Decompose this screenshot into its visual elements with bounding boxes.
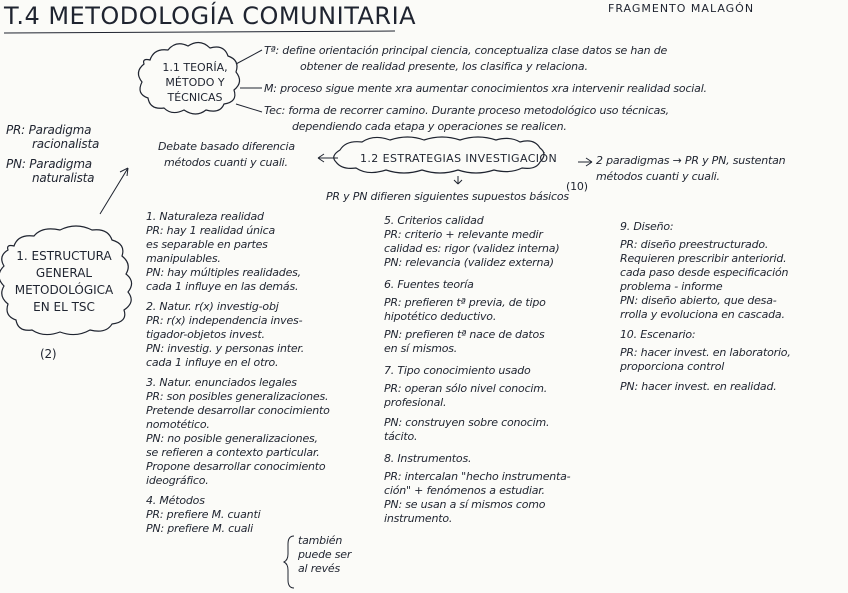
col2-line: PR: criterio + relevante medir [384,228,543,241]
cloud-teoria-line: TÉCNICAS [167,91,223,104]
differ-line: PR y PN difieren siguientes supuestos básicos [326,190,569,203]
def-metodo-line: M: proceso sigue mente xra aumentar conocimientos xra intervenir realidad social. [264,82,707,95]
legend-pr-line2: racionalista [32,137,100,151]
col3-line: PR: hacer invest. en laboratorio, [620,346,791,359]
bracket-note-line: puede ser [298,548,352,561]
col1-line: Pretende desarrollar conocimiento [146,404,330,417]
cloud-estrategias-label: 1.2 ESTRATEGIAS INVESTIGACIÓN [360,152,558,165]
bracket-note-line: también [298,534,343,547]
author-label: FRAGMENTO MALAGÓN [608,2,755,15]
col1-line: ideográfico. [146,474,209,487]
cloud-estructura [4,248,124,316]
col1-line: PR: r(x) independencia inves- [146,314,303,327]
col1-line: Propone desarrollar conocimiento [146,460,326,473]
column-2 [384,214,570,526]
col3-line: cada paso desde especificación [620,266,789,279]
col1-line: nomotético. [146,418,210,431]
col2-line: profesional. [384,396,447,409]
cloud-estructura-line: GENERAL [35,266,93,280]
debate-line2: métodos cuanti y cuali. [164,156,288,169]
bracket-metodos [284,536,294,588]
col1-line: PR: hay 1 realidad única [146,224,276,237]
col3-line: PN: hacer invest. en realidad. [620,380,777,393]
col2-line: PR: intercalan "hecho instrumenta- [384,470,571,483]
cloud-teoria-line: 1.1 TEORÍA, [162,61,228,74]
col1-line: PR: son posibles generalizaciones. [146,390,329,403]
col3-line: Requieren prescribir anteriorid. [620,252,787,265]
col1-line: 1. Naturaleza realidad [146,210,264,223]
two-paradigms-line1: 2 paradigmas → PR y PN, sustentan [596,154,786,167]
arrow-diagonal [100,168,128,214]
arrow-to-t [236,50,262,64]
col2-line: PR: prefieren tª previa, de tipo [384,296,546,309]
col1-line: 4. Métodos [146,494,205,507]
def-teoria-line2: obtener de realidad presente, los clasifica y relaciona. [300,60,588,73]
col3-line: PR: diseño preestructurado. [620,238,769,251]
col3-line: rrolla y evoluciona en cascada. [620,308,785,321]
col1-line: se refieren a contexto particular. [146,446,320,459]
col3-line: problema - informe [620,280,723,293]
legend-pn-line1: PN: Paradigma [6,157,92,171]
title-underline [4,31,395,33]
col1-line: PN: hay múltiples realidades, [146,266,301,279]
arrow-down-differ [454,176,462,184]
col3-line: PN: diseño abierto, que desa- [620,294,777,307]
col2-line: calidad es: rigor (validez interna) [384,242,560,255]
col1-line: PN: investig. y personas inter. [146,342,305,355]
cloud-estructura-count: (2) [40,347,57,361]
bracket-note-line: al revés [298,562,340,575]
arrow-to-paradigmas [578,158,592,166]
col1-line: tigador-objetos invest. [146,328,265,341]
col2-line: PN: construyen sobre conocim. [384,416,550,429]
col1-line: manipulables. [146,252,221,265]
cloud-teoria [152,60,238,105]
column-1 [146,210,330,536]
col1-line: 3. Natur. enunciados legales [146,376,297,389]
col2-line: hipotético deductivo. [384,310,497,323]
def-tecnica-line2: dependiendo cada etapa y operaciones se realicen. [292,120,567,133]
cloud-teoria-line: MÉTODO Y [165,76,225,89]
col2-line: 5. Criterios calidad [384,214,484,227]
legend-pr-line1: PR: Paradigma [6,123,92,137]
two-paradigms-line2: métodos cuanti y cuali. [596,170,720,183]
def-teoria-line1: Tª: define orientación principal ciencia, conceptualiza clase datos se han de [264,44,668,57]
col2-line: 7. Tipo conocimiento usado [384,364,531,377]
col1-line: es separable en partes [146,238,268,251]
page-title: T.4 METODOLOGÍA COMUNITARIA [4,2,417,30]
legend-pn-line2: naturalista [32,171,95,185]
def-tecnica-line1: Tec: forma de recorrer camino. Durante proceso metodológico uso técnicas, [264,104,669,117]
col2-line: PR: operan sólo nivel conocim. [384,382,548,395]
bracket-note [298,534,351,576]
col1-line: cada 1 influye en las demás. [146,280,299,293]
col2-line: en sí mismos. [384,342,458,355]
col2-line: 6. Fuentes teoría [384,278,474,291]
cloud-estrategias-count: (10) [566,180,588,193]
col3-line: 10. Escenario: [620,328,696,341]
col1-line: PN: prefiere M. cuali [146,522,253,535]
debate-line1: Debate basado diferencia [158,140,295,153]
col3-line: 9. Diseño: [620,220,674,233]
cloud-estructura-line: METODOLÓGICA [14,283,114,297]
cloud-estructura-line: 1. ESTRUCTURA [16,249,112,263]
col1-line: PN: no posible generalizaciones, [146,432,318,445]
col2-line: ción" + fenómenos a estudiar. [384,484,545,497]
col1-line: PR: prefiere M. cuanti [146,508,261,521]
cloud-estructura-line: EN EL TSC [33,300,95,314]
col2-line: 8. Instrumentos. [384,452,472,465]
col3-line: proporciona control [620,360,725,373]
col2-line: PN: se usan a sí mismos como [384,498,546,511]
col2-line: PN: relevancia (validez externa) [384,256,554,269]
column-3 [620,220,791,394]
col2-line: PN: prefieren tª nace de datos [384,328,545,341]
col2-line: instrumento. [384,512,453,525]
col2-line: tácito. [384,430,418,443]
arrow-to-tec [236,104,262,112]
col1-line: 2. Natur. r(x) investig-obj [146,300,279,313]
col1-line: cada 1 influye en el otro. [146,356,279,369]
